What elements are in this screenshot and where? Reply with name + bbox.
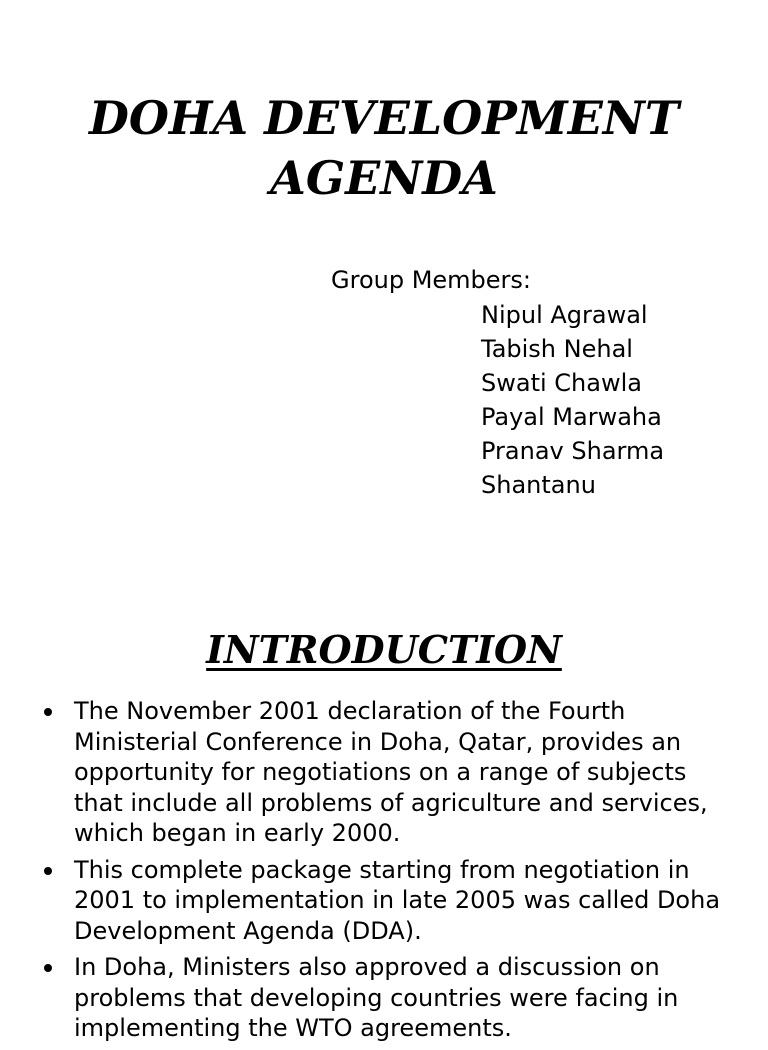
member-name: Shantanu bbox=[481, 471, 596, 499]
introduction-heading-text: INTRODUCTION bbox=[206, 627, 562, 672]
list-item bbox=[38, 696, 728, 849]
introduction-bullet-list bbox=[38, 696, 728, 1050]
bullet-dot-icon bbox=[44, 708, 52, 716]
member-name: Swati Chawla bbox=[481, 369, 642, 397]
member-name: Payal Marwaha bbox=[481, 403, 662, 431]
member-name: Pranav Sharma bbox=[481, 437, 665, 465]
bullet-text: In Doha, Ministers also approved a discussion on problems that developing countries were facing in implementing the WTO agreements. bbox=[74, 953, 679, 1042]
title-line-1: DOHA DEVELOPMENT bbox=[88, 91, 680, 145]
list-item bbox=[38, 952, 728, 1044]
bullet-dot-icon bbox=[44, 867, 52, 875]
bullet-text: This complete package starting from negotiation in 2001 to implementation in late 2005 was called Doha Development Agenda (DDA). bbox=[74, 855, 721, 945]
member-name: Nipul Agrawal bbox=[481, 301, 648, 329]
bullet-text: The November 2001 declaration of the Fourth Ministerial Conference in Doha, Qatar, provides an opportunity for negotiations on a range of subjects that include all problems of agriculture and services, which began in early 2000. bbox=[74, 697, 708, 847]
title-line-2: AGENDA bbox=[270, 151, 498, 205]
member-name: Tabish Nehal bbox=[481, 335, 633, 363]
bullet-dot-icon bbox=[44, 964, 52, 972]
list-item bbox=[38, 855, 728, 947]
introduction-heading bbox=[0, 624, 768, 676]
group-members-list bbox=[481, 298, 664, 502]
document-title bbox=[0, 88, 768, 208]
group-members-label: Group Members: bbox=[331, 266, 532, 294]
